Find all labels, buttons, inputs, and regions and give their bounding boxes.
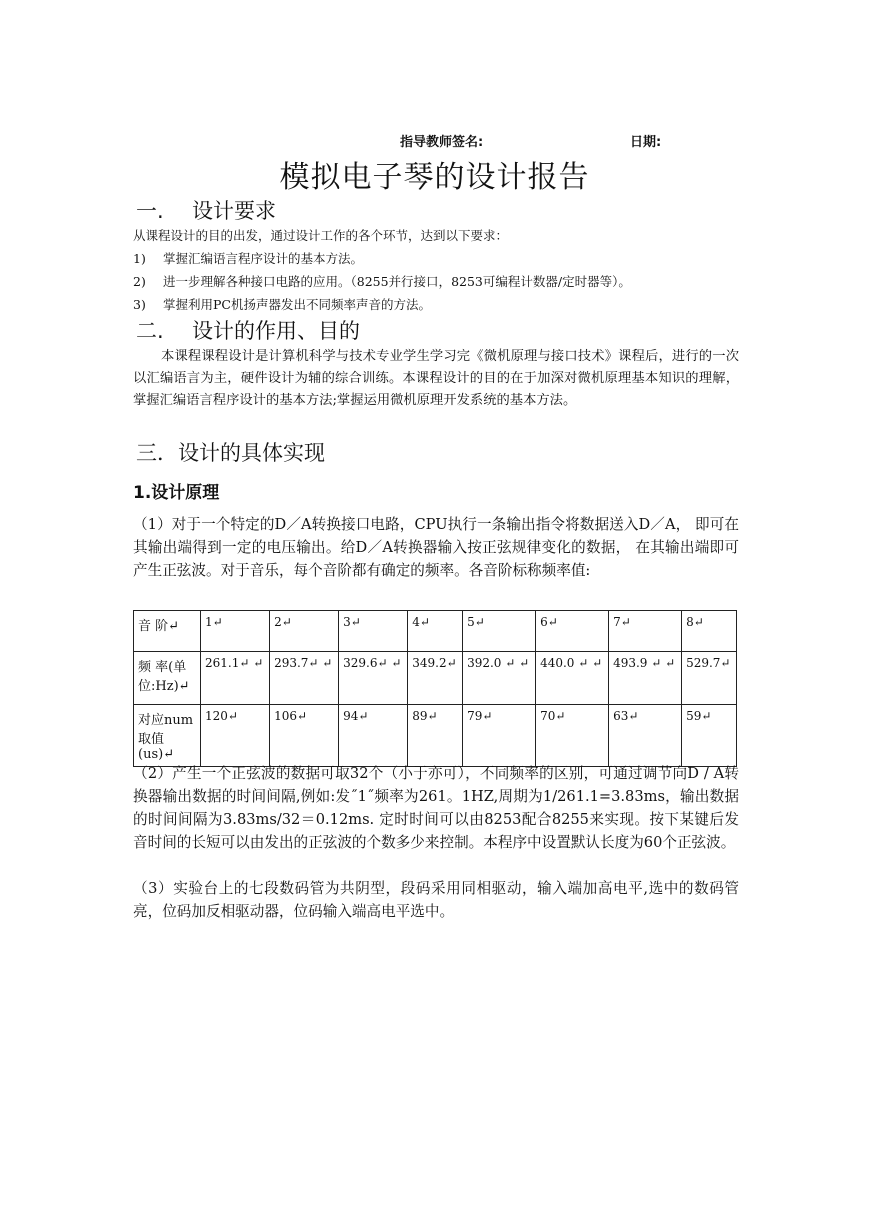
requirement-text: 进一步理解各种接口电路的应用。（8255并行接口，8253可编程计数器/定时器等）。 xyxy=(163,274,631,289)
section-2-title: 设计的作用、目的 xyxy=(192,319,360,343)
requirement-text: 掌握利用PC机扬声器发出不同频率声音的方法。 xyxy=(163,297,431,312)
section-2-heading xyxy=(136,315,360,345)
signature-line xyxy=(400,131,700,149)
principle-paragraph-1: （1）对于一个特定的D／A转换接口电路，CPU执行一条输出指令将数据送入D／A， 即可在其输出端得到一定的电压输出。给D／A转换器输入按正弦规律变化的数据， 在其输出端即可产生正弦波。对于音乐，每个音阶都有确定的频率。各音阶标称频率值: xyxy=(133,516,739,579)
requirement-item xyxy=(133,295,431,313)
table-cell: 5↵ xyxy=(463,611,536,652)
table-cell: 293.7↵ ↵ xyxy=(270,652,339,705)
table-cell: 106↵ xyxy=(270,705,339,767)
table-cell: 440.0 ↵ ↵ xyxy=(536,652,609,705)
signature-label: 指导教师签名: xyxy=(400,135,484,150)
section-1-title: 设计要求 xyxy=(192,199,276,223)
principle-paragraph-2: （2）产生一个正弦波的数据可取32个（小于亦可），不同频率的区别，可通过调节向D / A转换器输出数据的时间间隔,例如:发˝1˝频率为261。1HZ,周期为1/261.1=3.83ms，输出数据的时间间隔为3.83ms/32＝0.12ms. 定时时间可以由8253配合8255来实现。按下某键后发音时间的长短可以由发出的正弦波的个数多少来控制。本程序中设置默认长度为60个正弦波。 xyxy=(133,765,739,851)
table-row xyxy=(134,652,737,705)
table-cell: 94↵ xyxy=(339,705,408,767)
table-cell: 8↵ xyxy=(682,611,737,652)
section-1-intro: 从课程设计的目的出发，通过设计工作的各个环节，达到以下要求： xyxy=(133,228,509,243)
section-2-paragraph: 本课程课程设计是计算机科学与技术专业学生学习完《微机原理与接口技术》课程后，进行的一次以汇编语言为主，硬件设计为辅的综合训练。本课程设计的目的在于加深对微机原理基本知识的理解，掌握汇编语言程序设计的基本方法;掌握运用微机原理开发系统的基本方法。 xyxy=(133,349,739,408)
table-cell: 392.0 ↵ ↵ xyxy=(463,652,536,705)
table-cell: 261.1↵ ↵ xyxy=(201,652,270,705)
requirement-number: 2) xyxy=(133,274,146,289)
frequency-table xyxy=(133,610,737,767)
date-label: 日期: xyxy=(630,135,662,150)
subsection-heading: 1.设计原理 xyxy=(133,483,220,503)
table-cell: 7↵ xyxy=(609,611,682,652)
document-title: 模拟电子琴的设计报告 xyxy=(279,160,590,195)
requirement-item xyxy=(133,272,631,290)
table-row-header: 音 阶↵ xyxy=(134,611,201,652)
requirement-number: 1) xyxy=(133,251,146,266)
table-cell: 89↵ xyxy=(408,705,463,767)
table-cell: 120↵ xyxy=(201,705,270,767)
table-row-header: 对应num取值(us)↵ xyxy=(134,705,201,767)
table-cell: 59↵ xyxy=(682,705,737,767)
table-row xyxy=(134,705,737,767)
table-cell: 493.9 ↵ ↵ xyxy=(609,652,682,705)
table-cell: 3↵ xyxy=(339,611,408,652)
table-cell: 529.7↵ xyxy=(682,652,737,705)
table-cell: 2↵ xyxy=(270,611,339,652)
table-cell: 70↵ xyxy=(536,705,609,767)
section-3-heading: 三．设计的具体实现 xyxy=(136,441,325,465)
requirement-item xyxy=(133,249,363,267)
section-2-number: 二. xyxy=(136,319,164,343)
principle-paragraph-3: （3）实验台上的七段数码管为共阴型，段码采用同相驱动，输入端加高电平,选中的数码管亮，位码加反相驱动器，位码输入端高电平选中。 xyxy=(133,880,739,920)
table-cell: 63↵ xyxy=(609,705,682,767)
requirement-text: 掌握汇编语言程序设计的基本方法。 xyxy=(163,251,364,266)
table-cell: 349.2↵ xyxy=(408,652,463,705)
section-1-heading xyxy=(136,195,276,225)
table-cell: 6↵ xyxy=(536,611,609,652)
table-row-header: 频 率(单位:Hz)↵ xyxy=(134,652,201,705)
section-1-number: 一. xyxy=(136,199,164,223)
requirement-number: 3) xyxy=(133,297,146,312)
table-row xyxy=(134,611,737,652)
table-cell: 329.6↵ ↵ xyxy=(339,652,408,705)
table-cell: 79↵ xyxy=(463,705,536,767)
table-cell: 1↵ xyxy=(201,611,270,652)
table-cell: 4↵ xyxy=(408,611,463,652)
